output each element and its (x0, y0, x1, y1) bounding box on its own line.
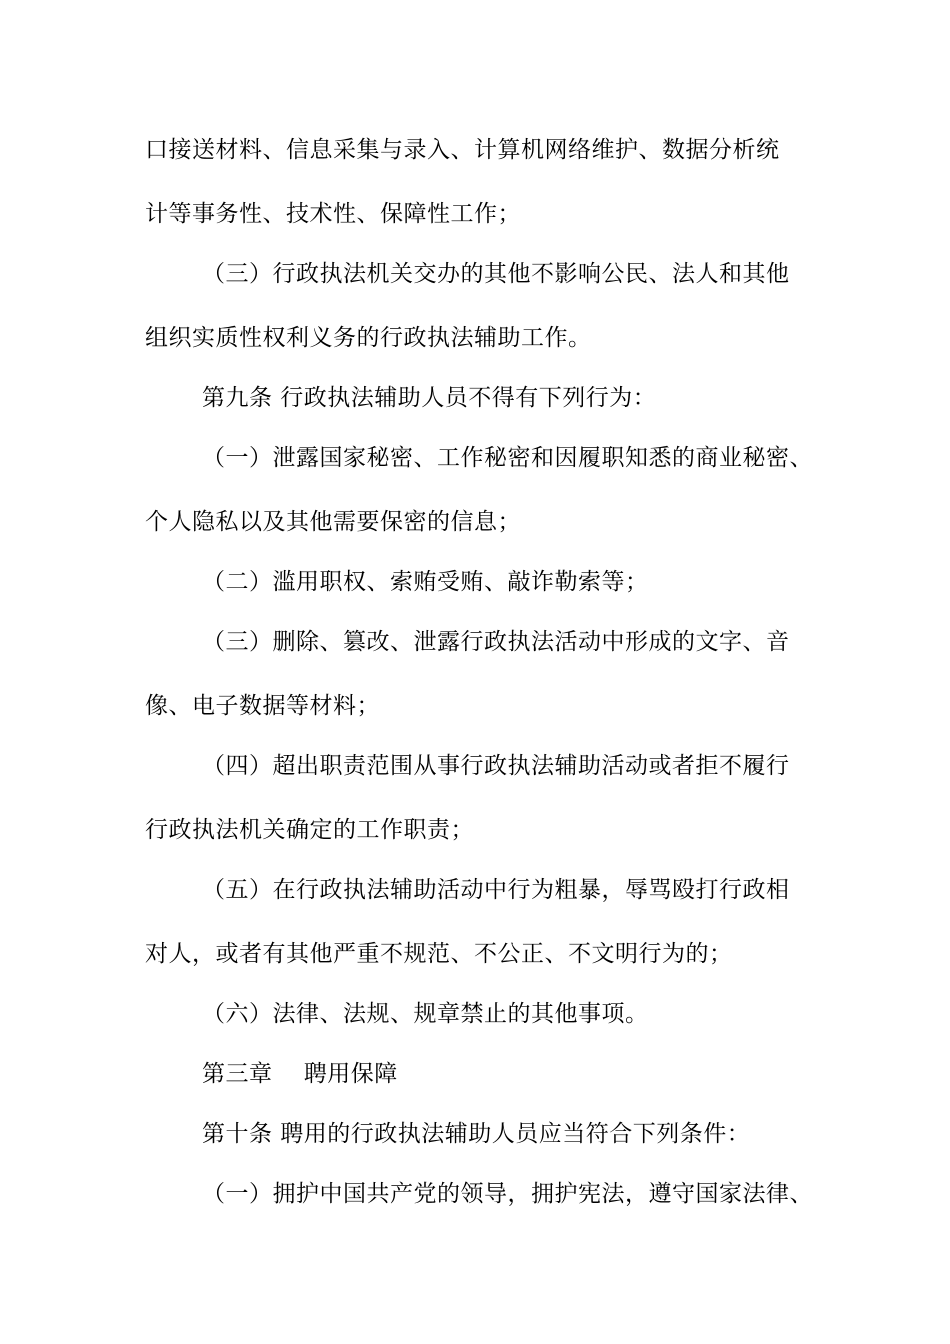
text-line: （三）行政执法机关交办的其他不影响公民、法人和其他 (202, 261, 790, 287)
text-line: （一）拥护中国共产党的领导，拥护宪法，遵守国家法律、 (202, 1181, 813, 1207)
text-line: 计等事务性、技术性、保障性工作； (145, 201, 521, 227)
text-line: 组织实质性权利义务的行政执法辅助工作。 (145, 325, 592, 351)
text-line: 行政执法机关确定的工作职责； (145, 817, 474, 843)
text-line: （二）滥用职权、索贿受贿、敲诈勒索等； (202, 569, 649, 595)
text-line: 像、电子数据等材料； (145, 693, 380, 719)
article-heading: 第十条 聘用的行政执法辅助人员应当符合下列条件： (202, 1121, 751, 1147)
text-line: 个人隐私以及其他需要保密的信息； (145, 509, 521, 535)
text-line: （三）删除、篡改、泄露行政执法活动中形成的文字、音 (202, 629, 790, 655)
text-line: （一）泄露国家秘密、工作秘密和因履职知悉的商业秘密、 (202, 445, 813, 471)
text-line: 对人，或者有其他严重不规范、不公正、不文明行为的； (145, 941, 733, 967)
text-line: 口接送材料、信息采集与录入、计算机网络维护、数据分析统 (145, 137, 780, 163)
text-line: （四）超出职责范围从事行政执法辅助活动或者拒不履行 (202, 753, 790, 779)
text-line: （六）法律、法规、规章禁止的其他事项。 (202, 1001, 649, 1027)
chapter-heading: 第三章 聘用保障 (202, 1061, 398, 1087)
article-heading: 第九条 行政执法辅助人员不得有下列行为： (202, 385, 657, 411)
text-line: （五）在行政执法辅助活动中行为粗暴，辱骂殴打行政相 (202, 877, 790, 903)
